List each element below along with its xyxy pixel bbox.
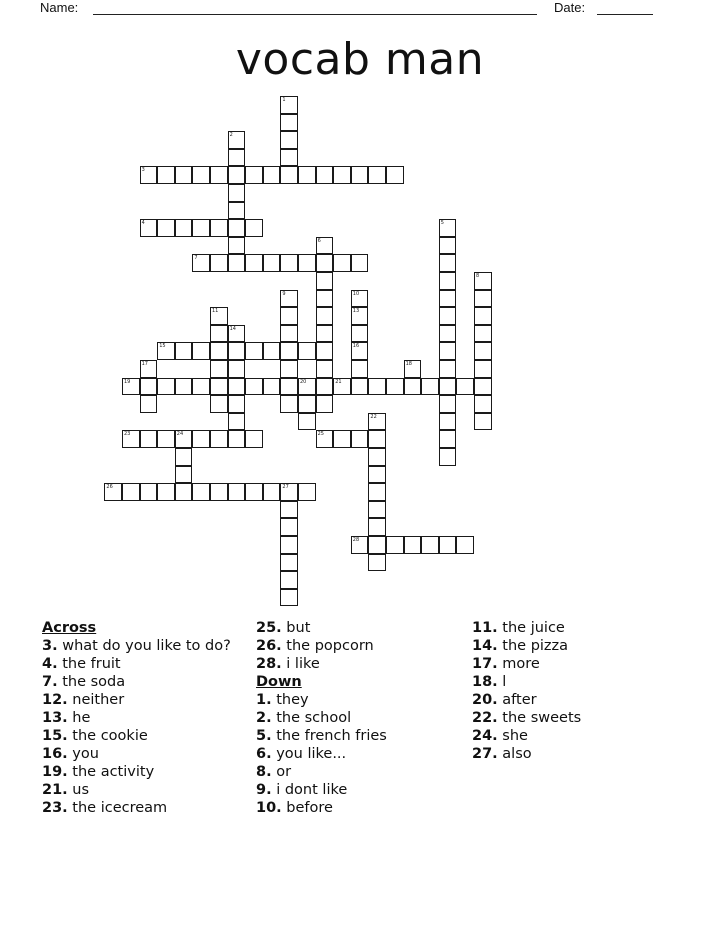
grid-cell[interactable] xyxy=(368,554,386,572)
clue-item xyxy=(256,691,456,709)
grid-cell[interactable] xyxy=(245,378,263,396)
grid-cell[interactable] xyxy=(104,483,122,501)
grid-cell[interactable] xyxy=(140,378,158,396)
grid-cell[interactable] xyxy=(157,378,175,396)
grid-cell[interactable] xyxy=(316,395,334,413)
grid-cell[interactable] xyxy=(228,483,246,501)
grid-cell[interactable] xyxy=(228,342,246,360)
clue-number: 18 xyxy=(405,361,412,367)
grid-cell[interactable] xyxy=(316,360,334,378)
clue-text: us xyxy=(67,782,90,798)
clue-number: 8 xyxy=(476,273,480,279)
clue-item xyxy=(472,637,672,655)
grid-cell[interactable] xyxy=(298,254,316,272)
grid-cell[interactable] xyxy=(228,149,246,167)
grid-cell[interactable] xyxy=(280,571,298,589)
clue-number: 20 xyxy=(300,378,307,385)
grid-cell[interactable] xyxy=(280,149,298,167)
clue-column-3 xyxy=(472,619,672,763)
grid-cell[interactable] xyxy=(368,536,386,554)
grid-cell[interactable] xyxy=(439,395,457,413)
grid-cell[interactable] xyxy=(245,430,263,448)
clue-text: the icecream xyxy=(67,800,168,816)
grid-cell[interactable] xyxy=(316,272,334,290)
grid-cell[interactable] xyxy=(192,378,210,396)
clue-item xyxy=(256,781,456,799)
clue-text: or xyxy=(271,764,292,780)
clue-text: the soda xyxy=(57,674,126,690)
clue-number-label: 13. xyxy=(42,710,68,726)
grid-cell[interactable] xyxy=(386,166,404,184)
clue-heading: Across xyxy=(42,620,97,636)
grid-cell[interactable] xyxy=(351,430,369,448)
clue-item xyxy=(42,709,242,727)
grid-cell[interactable] xyxy=(280,290,298,308)
grid-cell[interactable] xyxy=(192,254,210,272)
clue-number: 1 xyxy=(282,97,286,103)
grid-cell[interactable] xyxy=(228,202,246,220)
grid-cell[interactable] xyxy=(368,466,386,484)
grid-cell[interactable] xyxy=(439,325,457,343)
grid-cell[interactable] xyxy=(368,413,386,431)
grid-cell[interactable] xyxy=(439,237,457,255)
grid-cell[interactable] xyxy=(298,378,316,396)
grid-cell[interactable] xyxy=(210,483,228,501)
grid-cell[interactable] xyxy=(140,483,158,501)
clue-number: 5 xyxy=(440,220,444,227)
clue-number-label: 10. xyxy=(256,800,282,816)
clue-number: 16 xyxy=(352,343,360,350)
grid-cell[interactable] xyxy=(386,378,404,396)
grid-cell[interactable] xyxy=(368,166,386,184)
grid-cell[interactable] xyxy=(474,307,492,325)
grid-cell[interactable] xyxy=(474,413,492,431)
grid-cell[interactable] xyxy=(228,254,246,272)
clue-item xyxy=(42,655,242,673)
grid-cell[interactable] xyxy=(316,325,334,343)
grid-cell[interactable] xyxy=(316,254,334,272)
grid-cell[interactable] xyxy=(210,342,228,360)
clue-item xyxy=(256,763,456,781)
clue-item xyxy=(42,781,242,799)
grid-cell[interactable] xyxy=(439,430,457,448)
grid-cell[interactable] xyxy=(404,378,422,396)
grid-cell[interactable] xyxy=(298,483,316,501)
clue-number: 26 xyxy=(106,484,113,491)
clue-number: 6 xyxy=(317,237,321,244)
grid-cell[interactable] xyxy=(351,342,369,360)
grid-cell[interactable] xyxy=(474,395,492,413)
clue-text: the school xyxy=(271,710,352,726)
grid-cell[interactable] xyxy=(280,96,298,114)
clue-text: they xyxy=(271,692,309,708)
grid-cell[interactable] xyxy=(351,254,369,272)
grid-cell[interactable] xyxy=(175,342,193,360)
grid-cell[interactable] xyxy=(280,554,298,572)
grid-cell[interactable] xyxy=(140,219,158,237)
clue-text: he xyxy=(67,710,91,726)
grid-cell[interactable] xyxy=(298,166,316,184)
clue-number-label: 2. xyxy=(256,710,272,726)
clue-item xyxy=(472,709,672,727)
grid-cell[interactable] xyxy=(316,290,334,308)
grid-cell[interactable] xyxy=(175,166,193,184)
grid-cell[interactable] xyxy=(192,219,210,237)
clue-number: 19 xyxy=(124,378,131,385)
grid-cell[interactable] xyxy=(245,219,263,237)
grid-cell[interactable] xyxy=(210,360,228,378)
grid-cell[interactable] xyxy=(298,395,316,413)
grid-cell[interactable] xyxy=(157,342,175,360)
grid-cell[interactable] xyxy=(263,254,281,272)
clue-column-2 xyxy=(256,619,456,817)
clue-text: neither xyxy=(67,692,125,708)
clue-number-label: 18. xyxy=(472,674,498,690)
grid-cell[interactable] xyxy=(175,430,193,448)
grid-cell[interactable] xyxy=(210,430,228,448)
clue-number-label: 9. xyxy=(256,782,272,798)
clue-text: the french fries xyxy=(271,728,387,744)
clue-text: more xyxy=(497,656,540,672)
clue-item xyxy=(42,637,242,655)
grid-cell[interactable] xyxy=(228,166,246,184)
grid-cell[interactable] xyxy=(140,395,158,413)
grid-cell[interactable] xyxy=(280,307,298,325)
grid-cell[interactable] xyxy=(122,378,140,396)
grid-cell[interactable] xyxy=(175,483,193,501)
grid-cell[interactable] xyxy=(439,219,457,237)
grid-cell[interactable] xyxy=(368,430,386,448)
clue-number: 14 xyxy=(229,325,236,332)
clue-number-label: 28. xyxy=(256,656,282,672)
grid-cell[interactable] xyxy=(122,483,140,501)
grid-cell[interactable] xyxy=(316,430,334,448)
grid-cell[interactable] xyxy=(333,430,351,448)
grid-cell[interactable] xyxy=(210,254,228,272)
clue-number-label: 22. xyxy=(472,710,498,726)
grid-cell[interactable] xyxy=(368,483,386,501)
clue-text: l xyxy=(497,674,507,690)
grid-cell[interactable] xyxy=(280,518,298,536)
grid-cell[interactable] xyxy=(351,307,369,325)
grid-cell[interactable] xyxy=(351,325,369,343)
grid-cell[interactable] xyxy=(474,272,492,290)
grid-cell[interactable] xyxy=(192,166,210,184)
grid-cell[interactable] xyxy=(175,378,193,396)
clue-number-label: 8. xyxy=(256,764,272,780)
grid-cell[interactable] xyxy=(351,290,369,308)
clue-item xyxy=(256,727,456,745)
grid-cell[interactable] xyxy=(439,342,457,360)
grid-cell[interactable] xyxy=(298,342,316,360)
grid-cell[interactable] xyxy=(263,378,281,396)
grid-cell[interactable] xyxy=(351,360,369,378)
grid-cell[interactable] xyxy=(228,430,246,448)
grid-cell[interactable] xyxy=(192,430,210,448)
clue-item xyxy=(42,799,242,817)
grid-cell[interactable] xyxy=(245,342,263,360)
clue-number-label: 3. xyxy=(42,638,58,654)
grid-cell[interactable] xyxy=(316,237,334,255)
clue-text: the sweets xyxy=(497,710,582,726)
grid-cell[interactable] xyxy=(351,166,369,184)
clue-text: the activity xyxy=(67,764,155,780)
grid-cell[interactable] xyxy=(210,378,228,396)
grid-cell[interactable] xyxy=(333,378,351,396)
grid-cell[interactable] xyxy=(280,254,298,272)
clue-text: the juice xyxy=(497,620,565,636)
clue-number-label: 11. xyxy=(472,620,498,636)
clue-number-label: 12. xyxy=(42,692,68,708)
grid-cell[interactable] xyxy=(404,536,422,554)
grid-cell[interactable] xyxy=(421,536,439,554)
clue-number-label: 16. xyxy=(42,746,68,762)
clue-text: i like xyxy=(281,656,320,672)
grid-cell[interactable] xyxy=(316,307,334,325)
clue-number-label: 23. xyxy=(42,800,68,816)
clue-text: also xyxy=(497,746,532,762)
grid-cell[interactable] xyxy=(439,378,457,396)
grid-cell[interactable] xyxy=(192,483,210,501)
grid-cell[interactable] xyxy=(245,483,263,501)
grid-cell[interactable] xyxy=(316,166,334,184)
clue-number: 28 xyxy=(352,537,360,543)
grid-cell[interactable] xyxy=(280,589,298,607)
grid-cell[interactable] xyxy=(140,360,158,378)
grid-cell[interactable] xyxy=(228,413,246,431)
grid-cell[interactable] xyxy=(245,254,263,272)
grid-cell[interactable] xyxy=(140,430,158,448)
grid-cell[interactable] xyxy=(333,254,351,272)
clue-number: 23 xyxy=(124,431,131,438)
grid-cell[interactable] xyxy=(192,342,210,360)
grid-cell[interactable] xyxy=(263,483,281,501)
grid-cell[interactable] xyxy=(368,448,386,466)
grid-cell[interactable] xyxy=(456,536,474,554)
name-label: Name: xyxy=(40,0,79,15)
clue-item xyxy=(256,709,456,727)
clue-item xyxy=(256,799,456,817)
grid-cell[interactable] xyxy=(280,360,298,378)
date-field[interactable] xyxy=(597,14,653,15)
grid-cell[interactable] xyxy=(351,536,369,554)
grid-cell[interactable] xyxy=(157,166,175,184)
grid-cell[interactable] xyxy=(280,483,298,501)
clue-text: the pizza xyxy=(497,638,569,654)
clue-text: the fruit xyxy=(57,656,121,672)
grid-cell[interactable] xyxy=(157,219,175,237)
grid-cell[interactable] xyxy=(439,413,457,431)
grid-cell[interactable] xyxy=(280,166,298,184)
clue-item xyxy=(472,727,672,745)
clue-item xyxy=(472,655,672,673)
clue-text: but xyxy=(281,620,311,636)
grid-cell[interactable] xyxy=(333,166,351,184)
grid-cell[interactable] xyxy=(210,325,228,343)
grid-cell[interactable] xyxy=(280,501,298,519)
clue-number-label: 24. xyxy=(472,728,498,744)
grid-cell[interactable] xyxy=(228,184,246,202)
clue-number-label: 6. xyxy=(256,746,272,762)
clue-item xyxy=(256,619,456,637)
clue-number-label: 19. xyxy=(42,764,68,780)
clue-item xyxy=(472,691,672,709)
clue-number-label: 21. xyxy=(42,782,68,798)
grid-cell[interactable] xyxy=(474,378,492,396)
grid-cell[interactable] xyxy=(439,360,457,378)
grid-cell[interactable] xyxy=(421,378,439,396)
clue-item xyxy=(42,745,242,763)
clue-number-label: 4. xyxy=(42,656,58,672)
clue-text: you like... xyxy=(271,746,347,762)
grid-cell[interactable] xyxy=(263,166,281,184)
grid-cell[interactable] xyxy=(280,114,298,132)
grid-cell[interactable] xyxy=(228,378,246,396)
clue-text: after xyxy=(497,692,537,708)
clue-item xyxy=(42,763,242,781)
clue-number: 4 xyxy=(141,220,145,227)
grid-cell[interactable] xyxy=(228,360,246,378)
grid-cell[interactable] xyxy=(280,395,298,413)
grid-cell[interactable] xyxy=(439,254,457,272)
clue-number: 13 xyxy=(352,308,360,315)
clue-item xyxy=(256,745,456,763)
clue-item xyxy=(256,637,456,655)
clue-number-label: 1. xyxy=(256,692,272,708)
page-title: vocab man xyxy=(235,34,485,85)
grid-cell[interactable] xyxy=(228,325,246,343)
date-label: Date: xyxy=(554,0,586,15)
clue-number-label: 7. xyxy=(42,674,58,690)
grid-cell[interactable] xyxy=(280,131,298,149)
clue-item xyxy=(42,727,242,745)
clue-number: 2 xyxy=(229,132,233,139)
grid-cell[interactable] xyxy=(368,378,386,396)
grid-cell[interactable] xyxy=(175,466,193,484)
clue-text: she xyxy=(497,728,528,744)
clue-text: before xyxy=(281,800,333,816)
grid-cell[interactable] xyxy=(122,430,140,448)
grid-cell[interactable] xyxy=(368,518,386,536)
grid-cell[interactable] xyxy=(175,448,193,466)
grid-cell[interactable] xyxy=(474,325,492,343)
clue-number: 17 xyxy=(141,361,148,367)
clue-item xyxy=(42,691,242,709)
clue-item xyxy=(256,655,456,673)
grid-cell[interactable] xyxy=(228,219,246,237)
grid-cell[interactable] xyxy=(474,342,492,360)
grid-cell[interactable] xyxy=(474,290,492,308)
grid-cell[interactable] xyxy=(245,166,263,184)
grid-cell[interactable] xyxy=(228,237,246,255)
grid-cell[interactable] xyxy=(210,166,228,184)
clue-number: 22 xyxy=(370,413,377,420)
grid-cell[interactable] xyxy=(386,536,404,554)
clue-number-label: 25. xyxy=(256,620,282,636)
grid-cell[interactable] xyxy=(439,290,457,308)
grid-cell[interactable] xyxy=(280,342,298,360)
clue-text: you xyxy=(67,746,99,762)
grid-cell[interactable] xyxy=(175,219,193,237)
grid-cell[interactable] xyxy=(456,378,474,396)
grid-cell[interactable] xyxy=(316,378,334,396)
clue-number: 3 xyxy=(141,167,145,174)
clue-number-label: 15. xyxy=(42,728,68,744)
name-field[interactable] xyxy=(93,14,537,15)
clue-item xyxy=(472,673,672,691)
grid-cell[interactable] xyxy=(439,307,457,325)
grid-cell[interactable] xyxy=(404,360,422,378)
grid-cell[interactable] xyxy=(439,272,457,290)
clue-number: 7 xyxy=(194,255,198,262)
clue-number-label: 27. xyxy=(472,746,498,762)
clue-number: 15 xyxy=(159,343,166,350)
grid-cell[interactable] xyxy=(316,342,334,360)
clue-text: the cookie xyxy=(67,728,148,744)
grid-cell[interactable] xyxy=(210,219,228,237)
grid-cell[interactable] xyxy=(368,501,386,519)
grid-cell[interactable] xyxy=(210,395,228,413)
grid-cell[interactable] xyxy=(228,131,246,149)
clue-number-label: 26. xyxy=(256,638,282,654)
clue-text: i dont like xyxy=(271,782,348,798)
grid-cell[interactable] xyxy=(439,536,457,554)
grid-cell[interactable] xyxy=(157,430,175,448)
clue-number-label: 14. xyxy=(472,638,498,654)
grid-cell[interactable] xyxy=(228,395,246,413)
grid-cell[interactable] xyxy=(351,378,369,396)
clue-number: 27 xyxy=(282,484,289,491)
grid-cell[interactable] xyxy=(474,360,492,378)
clue-item xyxy=(472,745,672,763)
grid-cell[interactable] xyxy=(280,378,298,396)
clue-item xyxy=(472,619,672,637)
grid-cell[interactable] xyxy=(439,448,457,466)
clue-number: 24 xyxy=(176,431,184,438)
clue-text: what do you like to do? xyxy=(57,638,231,654)
clue-number: 21 xyxy=(335,378,342,385)
clue-item xyxy=(42,673,242,691)
clue-number: 10 xyxy=(352,290,360,297)
grid-cell[interactable] xyxy=(298,413,316,431)
clue-column-1 xyxy=(42,619,242,817)
clue-number: 25 xyxy=(317,431,324,438)
grid-cell[interactable] xyxy=(140,166,158,184)
clue-number: 11 xyxy=(212,308,219,315)
grid-cell[interactable] xyxy=(280,536,298,554)
clue-number-label: 17. xyxy=(472,656,498,672)
clue-text: the popcorn xyxy=(281,638,374,654)
grid-cell[interactable] xyxy=(263,342,281,360)
grid-cell[interactable] xyxy=(280,325,298,343)
clue-number-label: 20. xyxy=(472,692,498,708)
clue-number: 9 xyxy=(282,290,286,297)
clue-number-label: 5. xyxy=(256,728,272,744)
clue-heading: Down xyxy=(256,674,302,690)
grid-cell[interactable] xyxy=(210,307,228,325)
grid-cell[interactable] xyxy=(157,483,175,501)
